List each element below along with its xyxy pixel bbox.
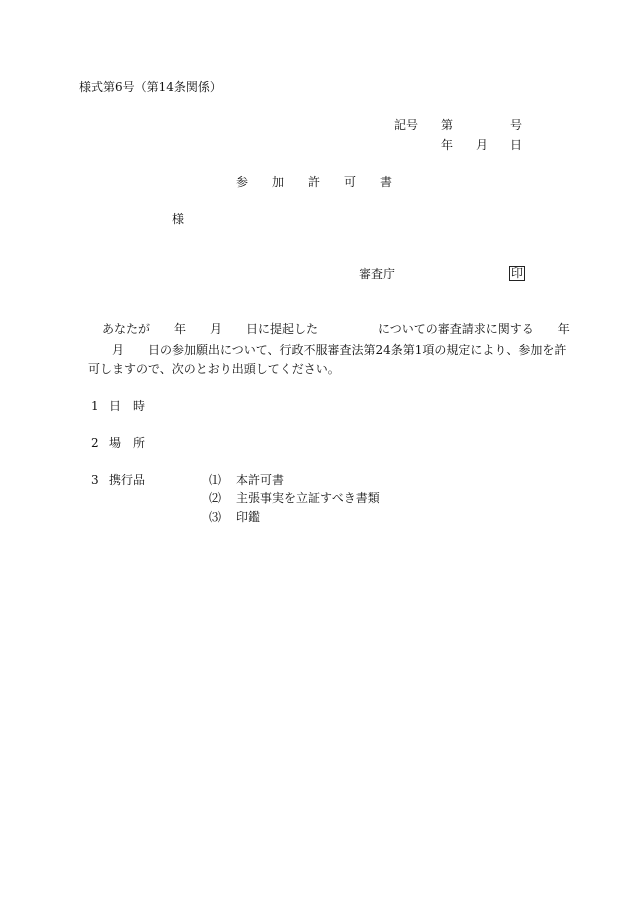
seal-text: 印 xyxy=(511,266,524,280)
body-line-3: 可しますので、次のとおり出頭してください。 xyxy=(88,362,340,376)
item-1-number: 1 xyxy=(91,399,99,413)
seal-mark xyxy=(509,266,525,281)
reference-dai-label: 第 xyxy=(441,118,454,132)
item-3-label: 携行品 xyxy=(109,473,146,487)
reference-kigo-label: 記号 xyxy=(394,118,419,132)
addressee-suffix: 様 xyxy=(172,212,185,226)
item-1-label: 日 時 xyxy=(109,399,146,413)
date-year-label: 年 xyxy=(441,138,454,152)
form-header: 様式第6号（第14条関係） xyxy=(79,80,222,94)
item-2-label: 場 所 xyxy=(109,436,146,450)
date-month-label: 月 xyxy=(476,138,489,152)
belonging-3-index: ⑶ xyxy=(209,510,222,524)
body-line-2: 月 日の参加願出について、行政不服審査法第24条第1項の規定により、参加を許 xyxy=(88,343,567,357)
date-day-label: 日 xyxy=(510,138,523,152)
belonging-1-index: ⑴ xyxy=(209,473,222,487)
item-2-number: 2 xyxy=(91,436,99,450)
item-3-number: 3 xyxy=(91,473,99,487)
belonging-2-index: ⑵ xyxy=(209,491,222,505)
belonging-3-text: 印鑑 xyxy=(236,510,261,524)
belonging-2-text: 主張事実を立証すべき書類 xyxy=(236,491,380,505)
reference-go-label: 号 xyxy=(510,118,523,132)
issuer-label: 審査庁 xyxy=(359,267,396,281)
document-title: 参 加 許 可 書 xyxy=(236,175,393,189)
belonging-1-text: 本許可書 xyxy=(236,473,285,487)
body-line-1: あなたが 年 月 日に提起した についての審査請求に関する 年 xyxy=(102,322,570,336)
